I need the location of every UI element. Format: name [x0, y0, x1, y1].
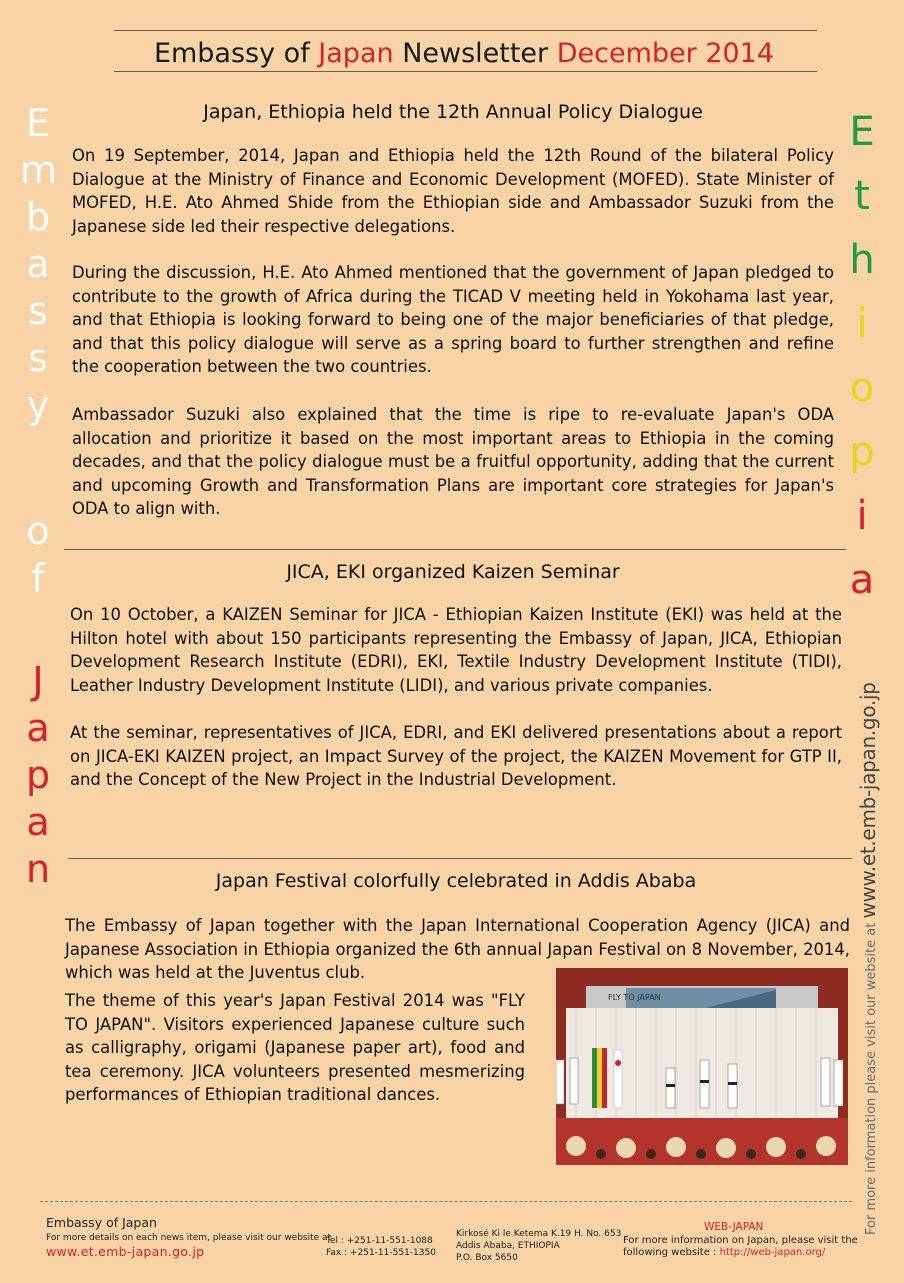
footer-address-1: Kirkosé Ki le Ketema K.19 H. No. 653	[456, 1229, 622, 1239]
article1-heading: Japan, Ethiopia held the 12th Annual Policy Dialogue	[203, 101, 703, 123]
title-japan: Japan	[318, 38, 394, 69]
footer-address-3: P.O. Box 5650	[456, 1253, 518, 1263]
footer-tel: Tel : +251-11-551-1088	[326, 1236, 433, 1246]
photo-banner-text: FLY TO JAPAN	[608, 993, 661, 1002]
footer-fax: Fax : +251-11-551-1350	[326, 1248, 436, 1258]
article2-paragraph1: On 10 October, a KAIZEN Seminar for JICA - Ethiopian Kaizen Institute (EKI) was held at the Hilton hotel with about 150 participants representing the Embassy of Japan, JICA, Ethiopian Development Research Institute (EDRI), EKI, Textile Industry Development Institute (TIDI), Leather Industry Development Institute (LIDI), and various private companies.	[70, 605, 842, 695]
vertical-of: o f	[26, 509, 50, 600]
header-rule-bottom	[114, 71, 817, 72]
footer-org: Embassy of Japan	[46, 1215, 157, 1230]
footer-webjapan-text-2: following website :	[623, 1247, 717, 1258]
header-rule-top	[114, 30, 817, 31]
article2-paragraph2: At the seminar, representatives of JICA, EDRI, and EKI delivered presentations about a report on JICA-EKI KAIZEN project, an Impact Survey of the project, the KAIZEN Movement for GTP II, and the Concept of the New Project in the Industrial Development.	[70, 723, 842, 789]
newsletter-title: Embassy of Japan Newsletter December 2014	[153, 38, 775, 69]
article1-paragraph2: During the discussion, H.E. Ato Ahmed mentioned that the government of Japan pledged to contribute to the growth of Africa during the TICAD V meeting held in Yokohama last year, and that Ethiopia is looking forward to being one of the major beneficiaries of that pledge, and that this policy dialogue will serve as a spring board to further strengthen and refine the cooperation between the two countries.	[72, 263, 834, 376]
vertical-embassy: E m b a s s y	[20, 101, 58, 427]
divider-1	[64, 549, 846, 550]
vertical-ethiopia: E t h i o p i a	[849, 109, 875, 603]
sidebar-website-url[interactable]: www.et.emb-japan.go.jp	[856, 682, 880, 919]
article1-paragraph1: On 19 September, 2014, Japan and Ethiopia held the 12th Round of the bilateral Policy Dialogue at the Ministry of Finance and Economic Development (MOFED). State Minister of MOFED, H.E. Ato Ahmed Shide from the Ethiopian side and Ambassador Suzuki from the Japanese side led their respective delegations.	[72, 146, 834, 236]
sidebar-website-prefix: For more information please visit our website at	[864, 922, 879, 1235]
article1-paragraph3: Ambassador Suzuki also explained that the time is ripe to re-evaluate Japan's ODA allocation and prioritize it based on the most important areas to Ethiopia in the coming decades, and that the policy dialogue must be a fruitful opportunity, adding that the current and upcoming Growth and Transformation Plans are important core strategies for Japan's ODA to align with.	[72, 405, 834, 518]
sidebar-website	[856, 682, 880, 1235]
footer-webjapan-title: WEB-JAPAN	[704, 1221, 764, 1233]
article2-heading: JICA, EKI organized Kaizen Seminar	[286, 561, 620, 583]
footer-rule	[40, 1201, 852, 1203]
footer-webjapan-url[interactable]: http://web-japan.org/	[719, 1247, 826, 1258]
footer-url[interactable]: www.et.emb-japan.go.jp	[46, 1244, 205, 1259]
article3-paragraph2: The theme of this year's Japan Festival 2014 was "FLY TO JAPAN". Visitors experienced Japanese culture such as calligraphy, origami (Japanese paper art), food and tea ceremony. JICA volunteers presented mesmerizing performances of Ethiopian traditional dances.	[65, 991, 525, 1104]
divider-2	[68, 858, 852, 859]
festival-stage-illustration	[556, 968, 848, 1165]
festival-photo	[556, 968, 848, 1165]
footer-webjapan-text-1: For more information on Japan, please visit the	[623, 1235, 858, 1246]
vertical-japan: J a p a n	[25, 659, 51, 891]
article3-heading: Japan Festival colorfully celebrated in Addis Ababa	[215, 870, 697, 892]
article3-paragraph1: The Embassy of Japan together with the Japan International Cooperation Agency (JICA) and Japanese Association in Ethiopia organized the 6th annual Japan Festival on 8 November, 2014, which was held at the Juventus club.	[65, 916, 850, 982]
footer-webjapan-line-2	[623, 1247, 825, 1258]
footer-address-2: Addis Ababa, ETHIOPIA	[456, 1241, 560, 1251]
footer-details: For more details on each news item, please visit our website at	[46, 1233, 332, 1243]
title-date: December 2014	[556, 38, 775, 69]
